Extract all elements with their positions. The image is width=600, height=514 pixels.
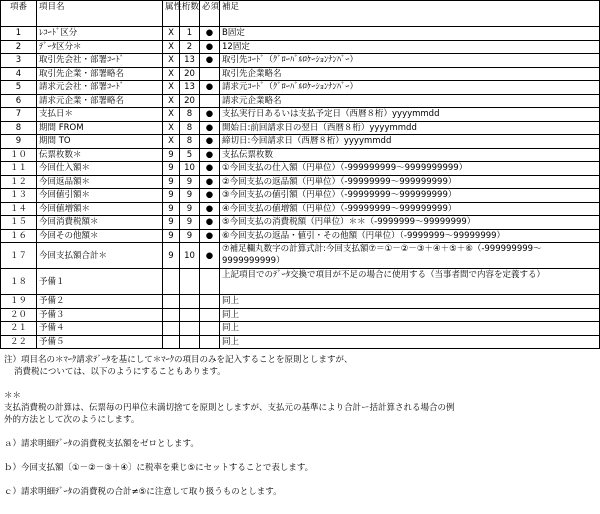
header-no: 項番 xyxy=(1,1,37,27)
required-dot-icon: ● xyxy=(200,162,220,176)
cell-no: 7 xyxy=(1,108,37,122)
cell-no: 6 xyxy=(1,94,37,108)
table-row xyxy=(1,175,600,189)
required-dot-icon: ● xyxy=(200,81,220,95)
cell-item-name: 予備１ xyxy=(37,269,163,295)
note-1-line-1: 注）項目名の＊ﾏｰｸ請求ﾃﾞｰﾀを基にして＊ﾏｰｸの項目のみを記入することを原則としますが、 xyxy=(4,355,353,365)
cell-item-name: 取引先会社・部署ｺｰﾄﾞ xyxy=(37,54,163,68)
cell-no: ２１ xyxy=(1,322,37,336)
cell-item-name: 今回値引額＊ xyxy=(37,189,163,203)
cell-no: 9 xyxy=(1,135,37,149)
cell-item-name: ﾚｺｰﾄﾞ区分 xyxy=(37,27,163,41)
cell-digits: 9 xyxy=(180,229,200,243)
note-item-c: ｃ）請求明細ﾃﾞｰﾀの消費税の合計≠⑤に注意して取り扱うものとします。 xyxy=(4,487,282,497)
cell-note: 同上 xyxy=(220,322,600,336)
cell-note: 同上 xyxy=(220,308,600,322)
cell-note: 取引先ｺｰﾄﾞ（ｸﾞﾛｰﾊﾞﾙﾛｹｰｼｮﾝﾅﾝﾊﾞｰ） xyxy=(220,54,600,68)
cell-no: 4 xyxy=(1,67,37,81)
table-row xyxy=(1,295,600,309)
cell-digits xyxy=(180,295,200,309)
cell-no: 2 xyxy=(1,40,37,54)
cell-attribute: 9 xyxy=(163,216,180,230)
cell-note: 請求元企業略名 xyxy=(220,94,600,108)
cell-note: 同上 xyxy=(220,335,600,349)
required-dot-icon: ● xyxy=(200,148,220,162)
table-row xyxy=(1,216,600,230)
required-dot-icon: ● xyxy=(200,27,220,41)
cell-digits xyxy=(180,269,200,295)
cell-digits: 20 xyxy=(180,67,200,81)
table-row xyxy=(1,121,600,135)
cell-item-name: 請求元企業・部署略名 xyxy=(37,94,163,108)
cell-item-name: 請求元会社・部署ｺｰﾄﾞ xyxy=(37,81,163,95)
cell-note: ③今回支払の値引額（円単位）（-99999999～999999999） xyxy=(220,189,600,203)
table-header-row xyxy=(1,1,600,27)
cell-item-name: 期間 FROM xyxy=(37,121,163,135)
cell-required xyxy=(200,322,220,336)
cell-item-name: 今回支払額合計＊ xyxy=(37,243,163,269)
cell-attribute: X xyxy=(163,67,180,81)
required-dot-icon: ● xyxy=(200,40,220,54)
note-item-a: ａ）請求明細ﾃﾞｰﾀの消費税支払額をゼロとします。 xyxy=(4,439,199,449)
cell-digits: 9 xyxy=(180,175,200,189)
cell-attribute: X xyxy=(163,54,180,68)
table-row xyxy=(1,40,600,54)
cell-attribute: 9 xyxy=(163,229,180,243)
cell-attribute: X xyxy=(163,81,180,95)
cell-digits: 13 xyxy=(180,54,200,68)
cell-note: ⑤今回支払の消費税額（円単位）＊＊（-9999999～99999999） xyxy=(220,216,600,230)
cell-item-name: 今回値増額＊ xyxy=(37,202,163,216)
cell-note: ②今回支払の返品額（円単位）（-99999999～999999999） xyxy=(220,175,600,189)
cell-no: １６ xyxy=(1,229,37,243)
cell-no: １８ xyxy=(1,269,37,295)
cell-note: 支払実行日あるいは支払予定日（西暦８桁）yyyymmdd xyxy=(220,108,600,122)
table-row xyxy=(1,54,600,68)
cell-required xyxy=(200,67,220,81)
cell-digits: 9 xyxy=(180,189,200,203)
cell-item-name: 今回消費税額＊ xyxy=(37,216,163,230)
required-dot-icon: ● xyxy=(200,175,220,189)
cell-item-name: 期間 TO xyxy=(37,135,163,149)
cell-attribute xyxy=(163,269,180,295)
table-row xyxy=(1,108,600,122)
cell-attribute: 9 xyxy=(163,202,180,216)
cell-attribute: X xyxy=(163,40,180,54)
cell-note: B固定 xyxy=(220,27,600,41)
cell-attribute: X xyxy=(163,121,180,135)
cell-item-name: 取引先企業・部署略名 xyxy=(37,67,163,81)
cell-required xyxy=(200,94,220,108)
cell-note: 開始日:前回請求日の翌日（西暦８桁）yyyymmdd xyxy=(220,121,600,135)
cell-digits: 10 xyxy=(180,162,200,176)
cell-note: ⑥今回支払の返品・値引・その他額（円単位）（-9999999～99999999） xyxy=(220,229,600,243)
cell-digits: 8 xyxy=(180,108,200,122)
cell-note: ①今回支払の仕入額（円単位）（-999999999～9999999999） xyxy=(220,162,600,176)
cell-no: １２ xyxy=(1,175,37,189)
cell-digits: 9 xyxy=(180,202,200,216)
cell-item-name: 今回仕入額＊ xyxy=(37,162,163,176)
note-2-heading: ＊＊ xyxy=(4,391,22,401)
header-digits: 桁数 xyxy=(180,1,200,27)
required-dot-icon: ● xyxy=(200,229,220,243)
table-row xyxy=(1,269,600,295)
cell-note: 請求元ｺｰﾄﾞ（ｸﾞﾛｰﾊﾞﾙﾛｹｰｼｮﾝﾅﾝﾊﾞｰ） xyxy=(220,81,600,95)
cell-item-name: 今回返品額＊ xyxy=(37,175,163,189)
cell-digits: 8 xyxy=(180,135,200,149)
required-dot-icon: ● xyxy=(200,243,220,269)
cell-digits xyxy=(180,322,200,336)
header-note: 補足 xyxy=(220,1,600,27)
cell-attribute xyxy=(163,322,180,336)
cell-digits: 2 xyxy=(180,40,200,54)
cell-attribute: X xyxy=(163,27,180,41)
cell-required xyxy=(200,269,220,295)
table-row xyxy=(1,81,600,95)
header-item-name: 項目名 xyxy=(37,1,163,27)
note-2-line-1: 支払消費税の計算は、伝票毎の円単位未満切捨てを原則としますが、支払元の基準により合計ー括計算される場合の例 xyxy=(4,403,455,413)
cell-item-name: 今回その他額＊ xyxy=(37,229,163,243)
table-row xyxy=(1,67,600,81)
cell-digits: 5 xyxy=(180,148,200,162)
table-row xyxy=(1,27,600,41)
cell-no: ２０ xyxy=(1,308,37,322)
required-dot-icon: ● xyxy=(200,121,220,135)
required-dot-icon: ● xyxy=(200,216,220,230)
cell-note: 同上 xyxy=(220,295,600,309)
header-attribute: 属性 xyxy=(163,1,180,27)
cell-note: 支払伝票枚数 xyxy=(220,148,600,162)
cell-required xyxy=(200,335,220,349)
cell-attribute: 9 xyxy=(163,148,180,162)
cell-digits: 13 xyxy=(180,81,200,95)
cell-digits: 20 xyxy=(180,94,200,108)
cell-no: １０ xyxy=(1,148,37,162)
table-row xyxy=(1,135,600,149)
note-2-line-2: 外的方法として次のようにします。 xyxy=(4,415,140,425)
required-dot-icon: ● xyxy=(200,189,220,203)
cell-note: 12固定 xyxy=(220,40,600,54)
cell-item-name: ﾃﾞｰﾀ区分＊ xyxy=(37,40,163,54)
cell-digits: 10 xyxy=(180,243,200,269)
cell-attribute: 9 xyxy=(163,175,180,189)
table-row xyxy=(1,94,600,108)
notes-section xyxy=(4,354,596,498)
header-required: 必須 xyxy=(200,1,220,27)
note-item-b: ｂ）今回支払額〔①－②－③＋④〕に税率を乗じ⑤にセットすることで表します。 xyxy=(4,463,314,473)
cell-item-name: 予備３ xyxy=(37,308,163,322)
cell-digits: 8 xyxy=(180,121,200,135)
required-dot-icon: ● xyxy=(200,202,220,216)
cell-digits xyxy=(180,308,200,322)
cell-digits xyxy=(180,335,200,349)
cell-no: 5 xyxy=(1,81,37,95)
note-1-line-2: 消費税については、以下のようにすることもあります。 xyxy=(14,367,226,377)
table-row xyxy=(1,202,600,216)
cell-attribute: X xyxy=(163,94,180,108)
cell-attribute: 9 xyxy=(163,189,180,203)
cell-note: ⑦補足欄丸数字の計算式計:今回支払額⑦＝①－②－③＋④＋⑤＋⑥（-999999999～9999999999） xyxy=(220,243,600,269)
cell-digits: 9 xyxy=(180,216,200,230)
cell-attribute xyxy=(163,308,180,322)
cell-no: １３ xyxy=(1,189,37,203)
cell-no: 1 xyxy=(1,27,37,41)
cell-no: １１ xyxy=(1,162,37,176)
cell-no: １５ xyxy=(1,216,37,230)
cell-required xyxy=(200,308,220,322)
cell-no: 3 xyxy=(1,54,37,68)
cell-note: 上記項目でのﾃﾞｰﾀ交換で項目が不足の場合に使用する（当事者間で内容を定義する） xyxy=(220,269,600,295)
cell-digits: 1 xyxy=(180,27,200,41)
cell-no: 8 xyxy=(1,121,37,135)
cell-note: 取引先企業略名 xyxy=(220,67,600,81)
table-row xyxy=(1,308,600,322)
cell-attribute: 9 xyxy=(163,162,180,176)
table-row xyxy=(1,243,600,269)
cell-required xyxy=(200,295,220,309)
cell-item-name: 支払日＊ xyxy=(37,108,163,122)
table-row xyxy=(1,189,600,203)
table-row xyxy=(1,322,600,336)
cell-item-name: 予備４ xyxy=(37,322,163,336)
cell-attribute: 9 xyxy=(163,243,180,269)
cell-attribute xyxy=(163,295,180,309)
cell-no: １４ xyxy=(1,202,37,216)
table-row xyxy=(1,229,600,243)
table-row xyxy=(1,162,600,176)
cell-item-name: 伝票枚数＊ xyxy=(37,148,163,162)
required-dot-icon: ● xyxy=(200,135,220,149)
required-dot-icon: ● xyxy=(200,108,220,122)
table-row xyxy=(1,335,600,349)
cell-no: １９ xyxy=(1,295,37,309)
cell-attribute xyxy=(163,335,180,349)
cell-note: ④今回支払の値増額（円単位）（-99999999～999999999） xyxy=(220,202,600,216)
cell-no: １７ xyxy=(1,243,37,269)
cell-note: 締切日:今回請求日（西暦８桁）yyyymmdd xyxy=(220,135,600,149)
required-dot-icon: ● xyxy=(200,54,220,68)
cell-item-name: 予備２ xyxy=(37,295,163,309)
cell-attribute: X xyxy=(163,135,180,149)
cell-attribute: X xyxy=(163,108,180,122)
cell-item-name: 予備５ xyxy=(37,335,163,349)
cell-no: ２２ xyxy=(1,335,37,349)
table-row xyxy=(1,148,600,162)
